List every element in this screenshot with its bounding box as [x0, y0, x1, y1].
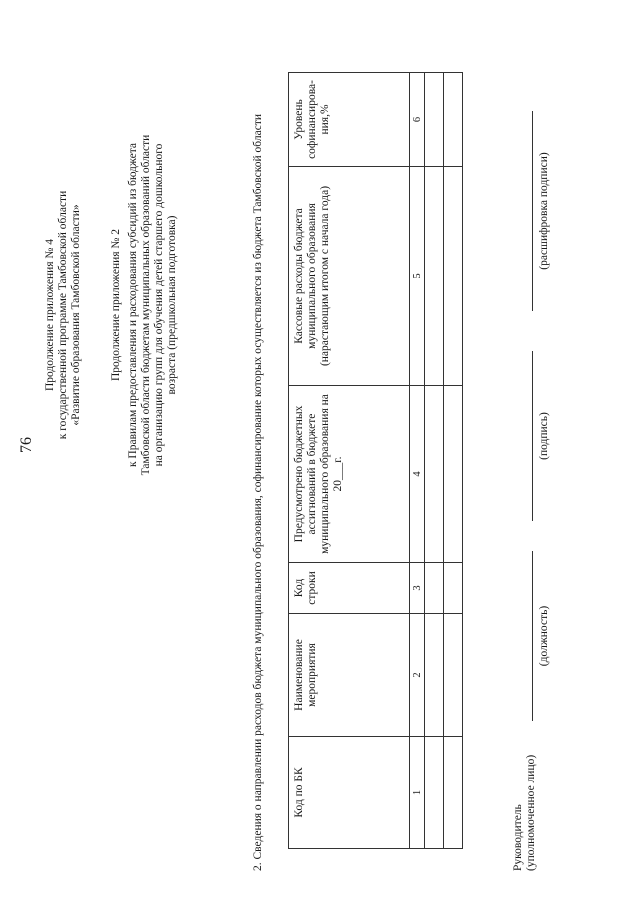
appendix-2-line: возраста (предшкольная подготовка) [166, 215, 178, 395]
header-row-code: Код строки [289, 563, 410, 614]
expenses-table [288, 72, 463, 849]
appendix-2-line: на организацию групп для обучения детей старшего дошкольного [153, 143, 165, 467]
section-intro: 2. Сведения о направлении расходов бюджета муниципального образования, софинансирование которых осуществляется из бюджета Тамбовской области [252, 114, 264, 871]
header-cash-expenses: Кассовые расходы бюджета муниципального образования (нарастающим итогом с начала года) [289, 167, 410, 386]
appendix-2-header [110, 5, 179, 605]
header-event-name: Наименование мероприятия [289, 614, 410, 737]
signatory-subtitle: (уполномоченное лицо) [525, 754, 537, 871]
appendix-2-title: Продолжение приложения № 2 [110, 228, 122, 382]
table-cell [425, 614, 444, 737]
position-caption: (должность) [538, 605, 550, 667]
column-number: 6 [410, 73, 425, 167]
column-number: 4 [410, 386, 425, 563]
header-kbk: Код по БК [289, 737, 410, 849]
appendix-4-line: «Развитие образования Тамбовской области» [70, 204, 82, 426]
appendix-4-title: Продолжение приложения № 4 [44, 238, 56, 392]
column-number: 3 [410, 563, 425, 614]
table-cell [444, 737, 463, 849]
table-cell [444, 73, 463, 167]
signature-line [532, 351, 533, 521]
table-row [425, 73, 444, 849]
table-cell [425, 386, 444, 563]
table-row [444, 73, 463, 849]
table-cell [444, 386, 463, 563]
column-number: 2 [410, 614, 425, 737]
table-header-row [289, 73, 410, 849]
table-cell [444, 614, 463, 737]
signatory-title: Руководитель [512, 804, 524, 871]
table-cell [444, 563, 463, 614]
appendix-2-line: Тамбовской области бюджетам муниципальных образований области [140, 134, 152, 476]
appendix-4-header [44, 105, 83, 525]
table-cell [425, 737, 444, 849]
page-number: 76 [18, 437, 35, 453]
appendix-2-line: к Правилам предоставления и расходования субсидий из бюджета [127, 142, 139, 468]
signature-block [512, 11, 592, 871]
column-number: 1 [410, 737, 425, 849]
decoding-line [532, 111, 533, 311]
table-number-row [410, 73, 425, 849]
appendix-4-line: к государственной программе Тамбовской области [57, 190, 69, 440]
decoding-caption: (расшифровка подписи) [538, 152, 550, 270]
header-planned-allocations: Предусмотрено бюджетных ассигнований в бюджете муниципального образования на 20___г. [289, 386, 410, 563]
signature-caption: (подпись) [538, 412, 550, 460]
header-cofinancing-level: Уровень софинансирова-ния,% [289, 73, 410, 167]
table-cell [425, 167, 444, 386]
table-cell [425, 73, 444, 167]
position-line [532, 551, 533, 721]
signatory-label [512, 711, 538, 871]
table-cell [444, 167, 463, 386]
table-cell [425, 563, 444, 614]
column-number: 5 [410, 167, 425, 386]
